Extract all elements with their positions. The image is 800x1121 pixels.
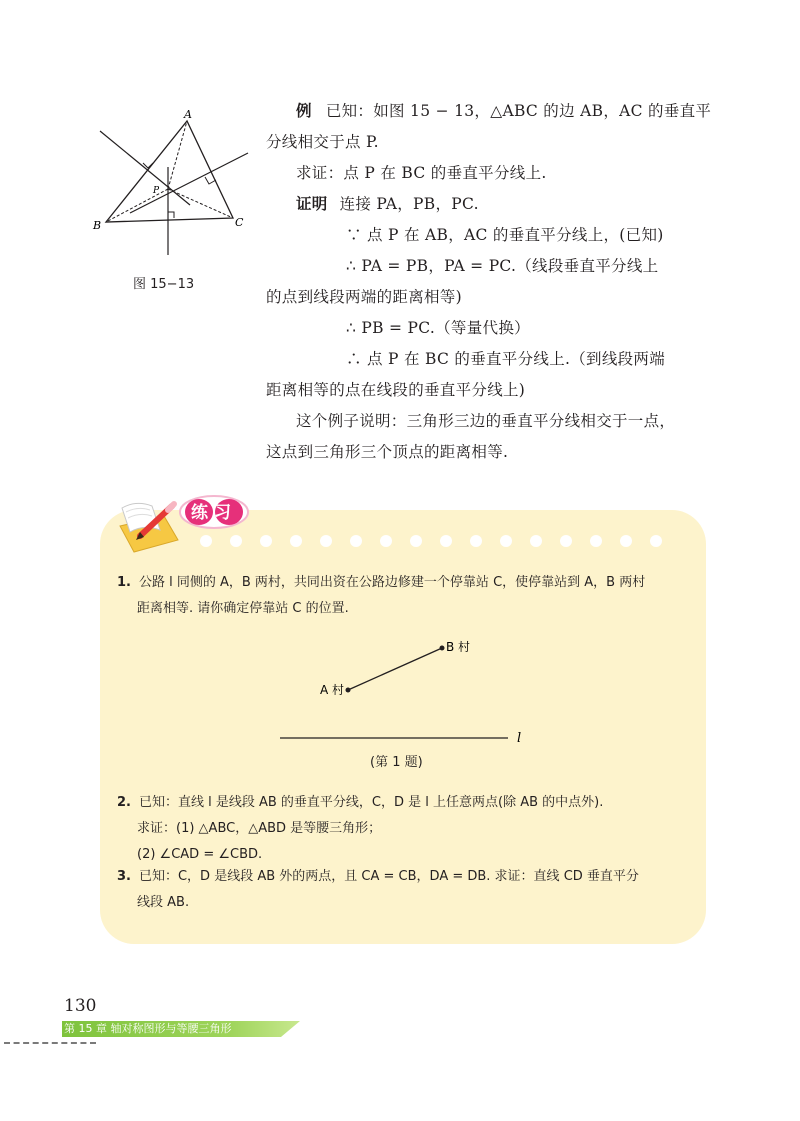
label-a-village: A 村 (320, 683, 345, 697)
proof-line-7: 距离相等的点在线段的垂直平分线上) (266, 381, 526, 399)
example-line-1 (266, 96, 711, 127)
perp-bisector-ab (100, 131, 190, 205)
proof-line-6: ∴ 点 P 在 BC 的垂直平分线上.（到线段两端 (346, 350, 666, 368)
right-angle-mark (168, 212, 174, 218)
exercise-2-line-1: 2. 已知：直线 l 是线段 AB 的垂直平分线，C，D 是 l 上任意两点(除 AB 的中点外). (117, 795, 604, 810)
proof-line-3: ∴ PA = PB，PA = PC.（线段垂直平分线上 (346, 257, 659, 275)
label-l: l (517, 731, 522, 746)
label-p: P (153, 186, 160, 196)
exercise-1-number: 1. (117, 575, 131, 590)
exercise-1-caption: (第 1 题) (370, 755, 423, 770)
conclusion-block (266, 406, 675, 468)
proof-line-5: ∴ PB = PC.（等量代换） (346, 319, 530, 337)
exercise-2 (117, 790, 603, 868)
exercise-1-line-2: 距离相等. 请你确定停靠站 C 的位置. (137, 601, 349, 616)
exercise-1 (117, 570, 645, 622)
exercise-3-number: 3. (117, 869, 131, 884)
example-label: 例 (296, 102, 312, 120)
page-number: 130 (64, 996, 97, 1016)
point-b (440, 646, 445, 651)
point-a (346, 688, 351, 693)
exercise-2-line-2: 求证：(1) △ABC，△ABD 是等腰三角形； (137, 821, 382, 836)
label-c: C (235, 216, 244, 229)
proof-line-2: ∵ 点 P 在 AB，AC 的垂直平分线上，(已知) (346, 226, 664, 244)
proof-label: 证明 (296, 195, 328, 213)
example-given: 已知：如图 15 − 13，△ABC 的边 AB，AC 的垂直平 (325, 102, 712, 120)
exercise-2-line-3: (2) ∠CAD = ∠CBD. (137, 847, 263, 862)
label-b-village: B 村 (446, 640, 471, 654)
example-block (266, 96, 711, 406)
figure-15-13 (90, 105, 260, 265)
exercise-1-figure (270, 632, 540, 752)
example-line-2: 分线相交于点 P. (266, 133, 379, 151)
chapter-title: 第 15 章 轴对称图形与等腰三角形 (64, 1022, 232, 1035)
conclusion-line-2: 这点到三角形三个顶点的距离相等. (266, 443, 509, 461)
label-b: B (93, 219, 102, 232)
segment-pa (168, 121, 187, 189)
segment-ab (348, 648, 442, 690)
triangle-abc (106, 121, 233, 222)
exercise-3 (117, 864, 639, 916)
footer-dashes (4, 1042, 96, 1044)
exercise-3-line-2: 线段 AB. (137, 895, 190, 910)
practice-title: 练习 (191, 503, 237, 523)
segment-pc (168, 189, 233, 218)
practice-title-badge (178, 494, 250, 530)
exercise-1-line-1: 1. 公路 l 同侧的 A，B 两村，共同出资在公路边修建一个停靠站 C，使停靠站到 A，B 两村 (117, 575, 646, 590)
exercise-2-number: 2. (117, 795, 131, 810)
proof-line-1: 证明 连接 PA，PB，PC. (296, 195, 479, 213)
conclusion-line-1: 这个例子说明：三角形三边的垂直平分线相交于一点， (296, 412, 676, 430)
label-a: A (184, 108, 192, 121)
decorative-dots (200, 535, 680, 549)
proof-line-4: 的点到线段两端的距离相等) (266, 288, 462, 306)
example-line-3: 求证：点 P 在 BC 的垂直平分线上. (296, 164, 547, 182)
figure-caption: 图 15−13 (133, 277, 195, 292)
exercise-3-line-1: 3. 已知：C，D 是线段 AB 外的两点，且 CA = CB，DA = DB. 求证：直线 CD 垂直平分 (117, 869, 639, 884)
